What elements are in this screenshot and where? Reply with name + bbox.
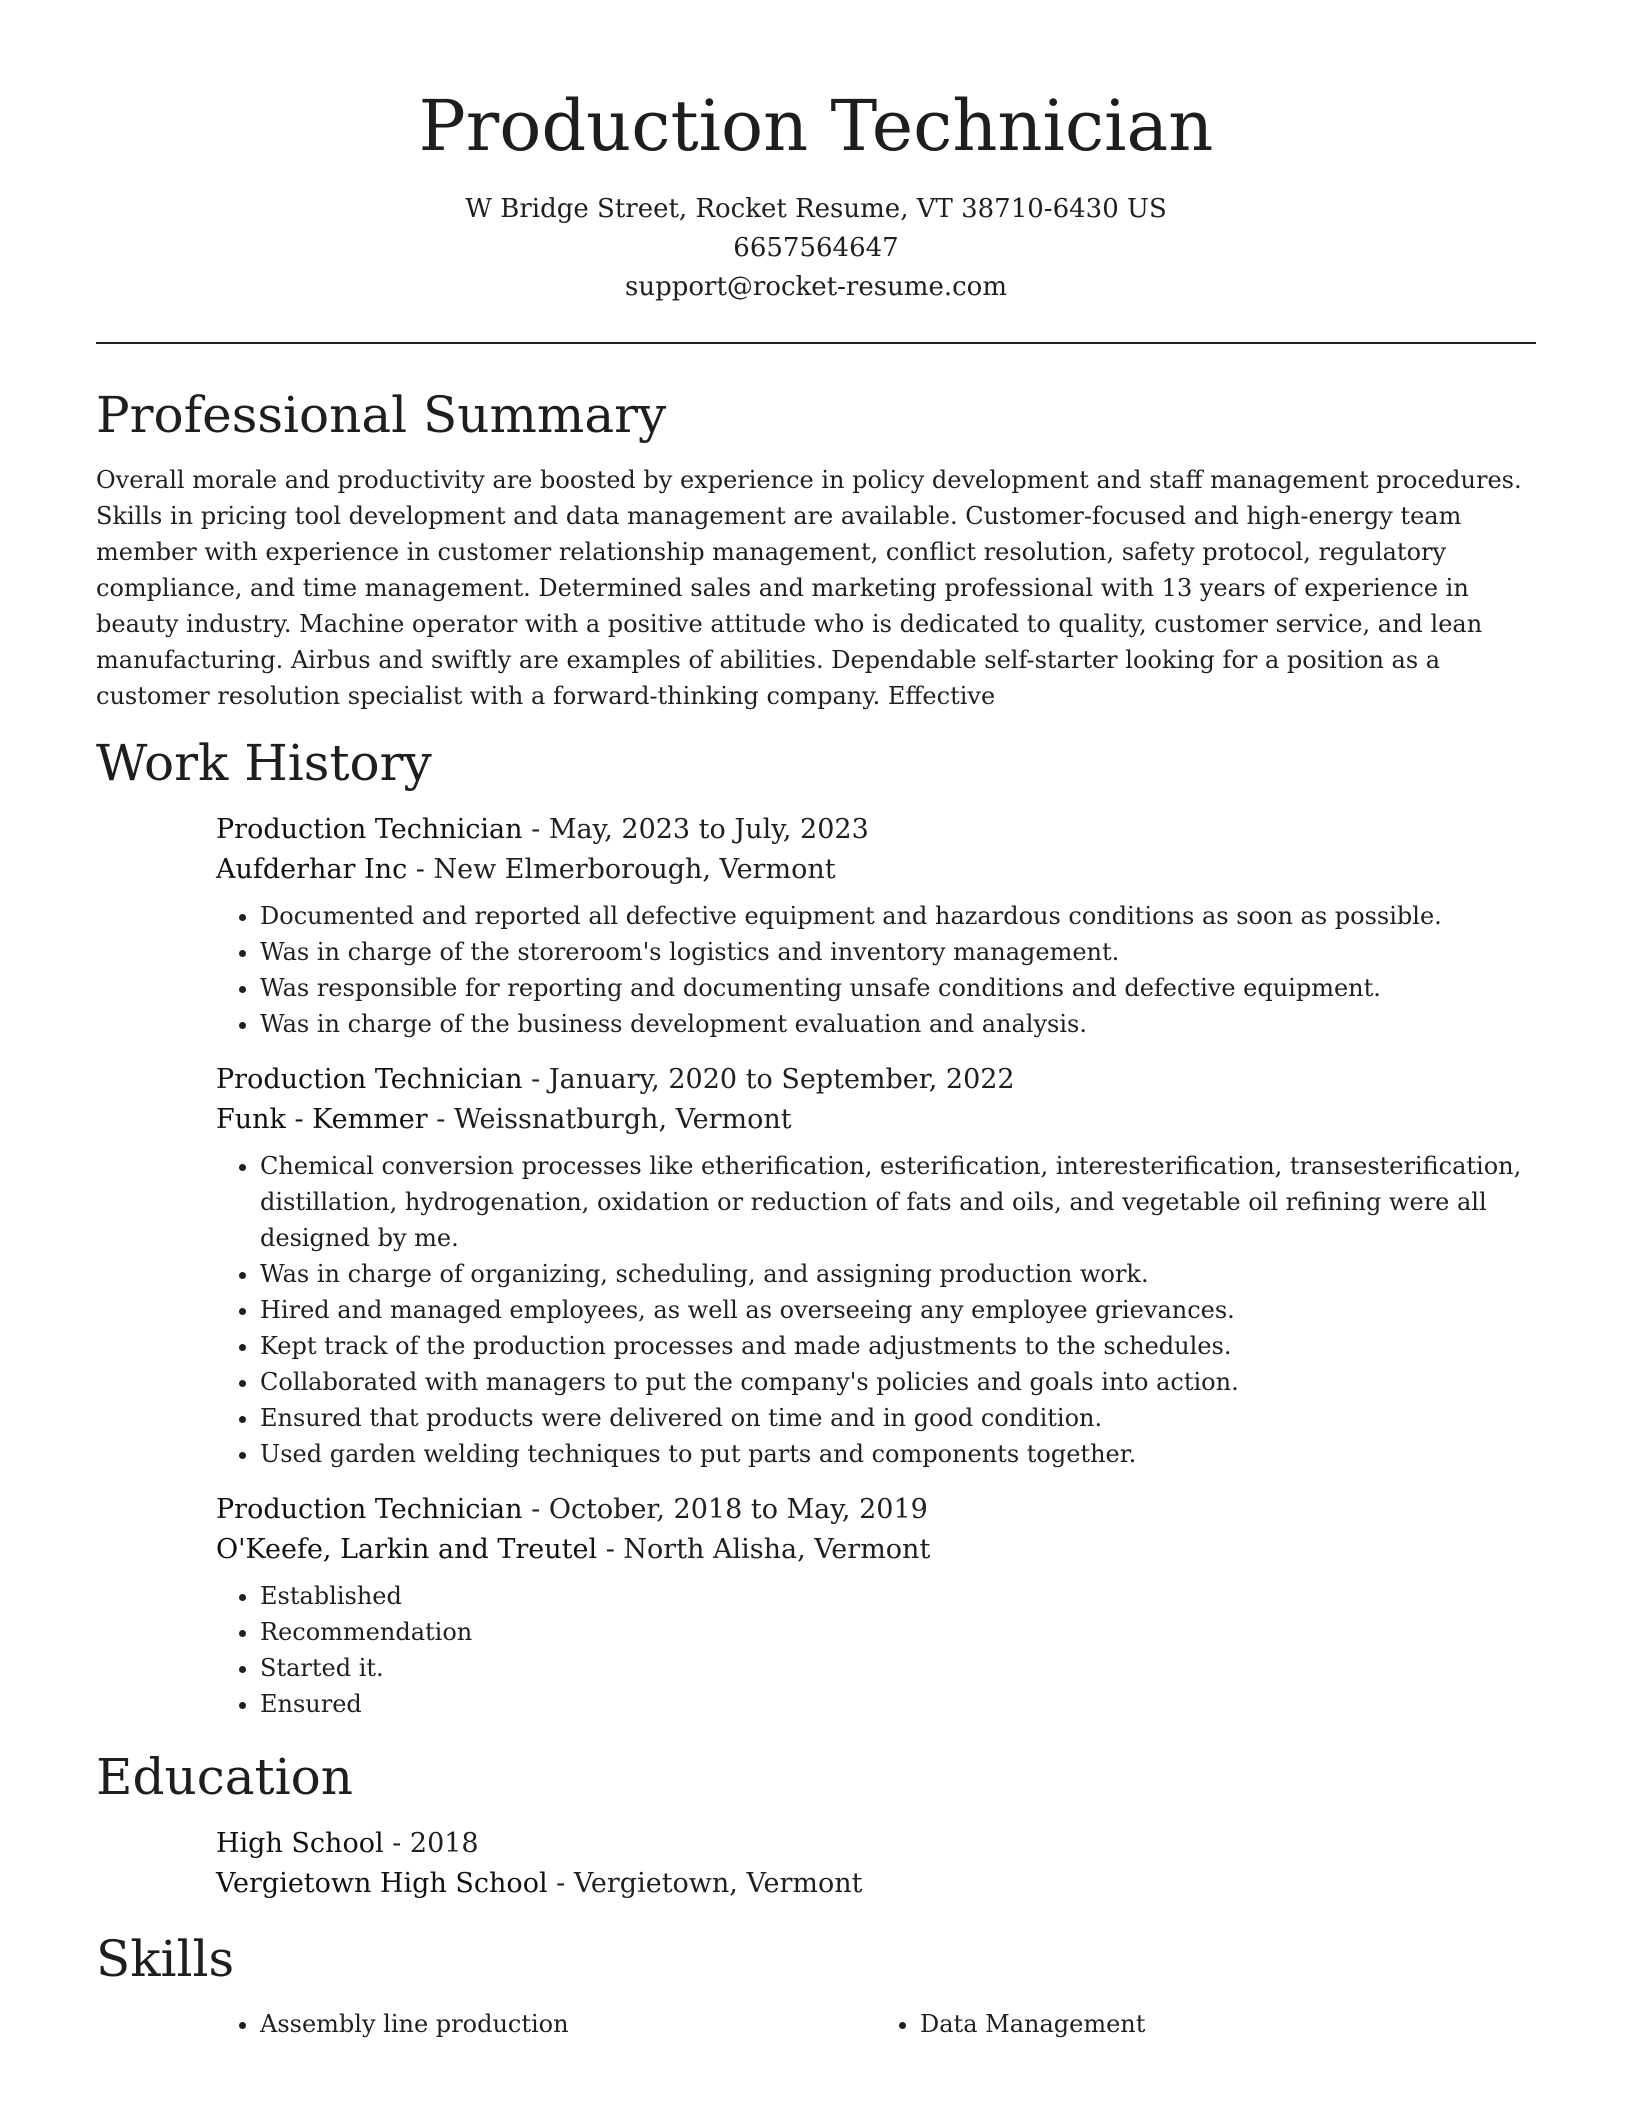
education-entry [216,1824,1536,1904]
job-company-line: Aufderhar Inc - New Elmerborough, Vermont [216,854,836,885]
job-title: Production Technician [216,1494,523,1525]
phone: 6657564647 [733,233,899,263]
job-location: Weissnatburgh, Vermont [453,1104,792,1135]
summary-heading: Professional Summary [96,386,667,444]
job-bullet: • Used garden welding techniques to put parts and components together. [260,1436,1536,1472]
job-bullet: • Recommendation [260,1614,1536,1650]
job-bullets [216,898,1536,1042]
job-title-line: Production Technician - January, 2020 to September, 2022 [216,1064,1015,1095]
skills-heading: Skills [96,1930,235,1988]
job-bullet: • Hired and managed employees, as well as overseeing any employee grievances. [260,1292,1536,1328]
job-bullet: • Was in charge of the storeroom's logistics and inventory management. [260,934,1536,970]
job-entry [216,1490,1536,1722]
graduation-year: 2018 [409,1828,479,1859]
header-divider [96,342,1536,344]
job-company-line: O'Keefe, Larkin and Treutel - North Alisha, Vermont [216,1534,931,1565]
job-bullet: • Was responsible for reporting and documenting unsafe conditions and defective equipment. [260,970,1536,1006]
degree: High School [216,1828,384,1859]
job-bullets [216,1578,1536,1722]
degree-line: High School - 2018 [216,1828,479,1859]
skill-item: • Data Management [920,2006,1536,2042]
work-history-heading: Work History [96,734,432,792]
job-location: North Alisha, Vermont [623,1534,931,1565]
job-bullet: • Ensured that products were delivered on time and in good condition. [260,1400,1536,1436]
skills-section [96,1922,1536,2042]
job-dates: October, 2018 to May, 2019 [548,1494,928,1525]
contact-block [0,190,1632,307]
job-bullet: • Established [260,1578,1536,1614]
job-company: Funk - Kemmer [216,1104,428,1135]
skill-item: • Assembly line production [260,2006,876,2042]
job-entry [216,810,1536,1042]
job-bullet: • Documented and reported all defective equipment and hazardous conditions as soon as possible. [260,898,1536,934]
job-bullet: • Ensured [260,1686,1536,1722]
skills-list-right [876,2006,1536,2042]
job-title: Production Technician [216,814,523,845]
skills-list-left [216,2006,876,2042]
job-dates: May, 2023 to July, 2023 [548,814,869,845]
education-section [96,1740,1536,1904]
job-bullet: • Started it. [260,1650,1536,1686]
job-bullet: • Kept track of the production processes and made adjustments to the schedules. [260,1328,1536,1364]
job-company: O'Keefe, Larkin and Treutel [216,1534,598,1565]
summary-section [96,378,1536,714]
job-entry [216,1060,1536,1472]
school-line: Vergietown High School - Vergietown, Vermont [216,1868,863,1899]
resume-content [96,378,1536,2042]
job-dates: January, 2020 to September, 2022 [548,1064,1015,1095]
job-bullet: • Was in charge of organizing, scheduling, and assigning production work. [260,1256,1536,1292]
job-title-line: Production Technician - October, 2018 to May, 2019 [216,1494,928,1525]
skills-columns [216,2006,1536,2042]
school-name: Vergietown High School [216,1868,548,1899]
summary-text: Overall morale and productivity are boosted by experience in policy development and staff management procedures. Skills in pricing tool development and data management are available. Customer-focused and high-energy team member with experience in customer relationship management, conflict resolution, safety protocol, regulatory compliance, and time management. Determined sales and marketing professional with 13 years of experience in beauty industry. Machine operator with a positive attitude who is dedicated to quality, customer service, and lean manufacturing. Airbus and swiftly are examples of abilities. Dependable self-starter looking for a position as a customer resolution specialist with a forward-thinking company. Effective [96,466,1522,710]
address: W Bridge Street, Rocket Resume, VT 38710-6430 US [465,194,1167,224]
job-title-line: Production Technician - May, 2023 to July, 2023 [216,814,869,845]
job-company: Aufderhar Inc [216,854,408,885]
job-bullet: • Chemical conversion processes like etherification, esterification, interesterification, transesterification, distillation, hydrogenation, oxidation or reduction of fats and oils, and vegetable oil refining were all designed by me. [260,1148,1536,1256]
job-title: Production Technician [216,1064,523,1095]
work-history-section [96,726,1536,1722]
resume-header [0,0,1632,307]
job-bullets [216,1148,1536,1472]
candidate-name: Production Technician [418,85,1214,167]
education-heading: Education [96,1748,353,1806]
job-location: New Elmerborough, Vermont [433,854,836,885]
job-company-line: Funk - Kemmer - Weissnatburgh, Vermont [216,1104,792,1135]
email: support@rocket-resume.com [624,272,1007,302]
school-location: Vergietown, Vermont [573,1868,863,1899]
job-bullet: • Was in charge of the business development evaluation and analysis. [260,1006,1536,1042]
job-bullet: • Collaborated with managers to put the company's policies and goals into action. [260,1364,1536,1400]
